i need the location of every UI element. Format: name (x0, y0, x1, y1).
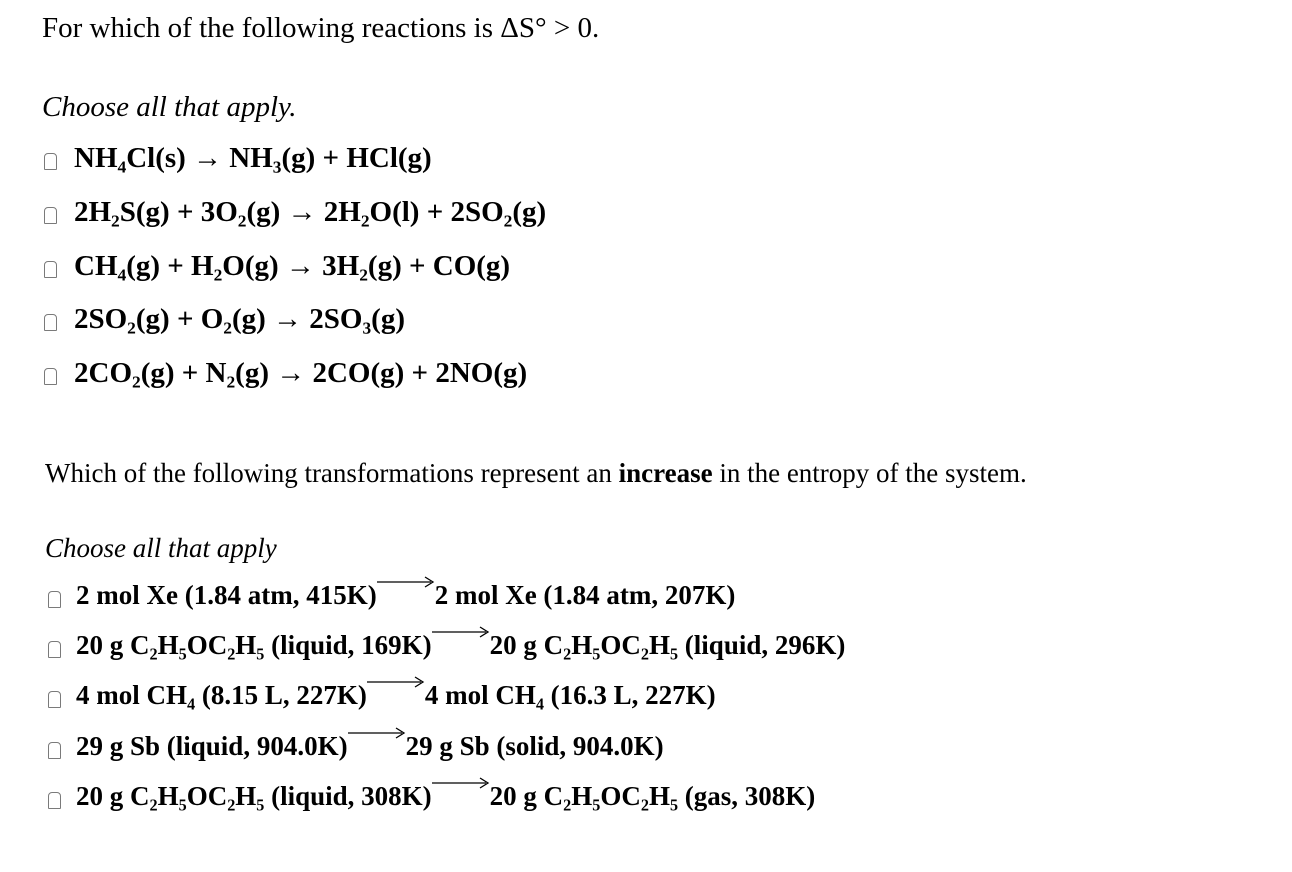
checkbox[interactable] (48, 641, 61, 658)
arrow-icon (348, 729, 406, 756)
transformation-option-3[interactable] (76, 678, 716, 712)
initial-state: 2 mol Xe (1.84 atm, 415K) (76, 580, 377, 610)
transformation-option-5[interactable] (76, 779, 815, 813)
question-1-instruction: Choose all that apply. (42, 91, 297, 123)
checkbox[interactable] (44, 153, 57, 170)
arrow-icon (432, 628, 490, 655)
checkbox[interactable] (44, 207, 57, 224)
transformation-option-4[interactable] (76, 729, 664, 763)
initial-state: 20 g C₂H₅OC₂H₅ (liquid, 308K) (76, 781, 432, 811)
arrow-icon (432, 779, 490, 806)
final-state: 2 mol Xe (1.84 atm, 207K) (434, 580, 736, 610)
reaction-option-2[interactable] (74, 194, 546, 230)
reaction-label: 2H₂S(g) + 3O₂(g) → 2H₂O(l) + 2SO₂(g) (74, 196, 547, 228)
checkbox[interactable] (48, 591, 61, 608)
final-state: 20 g C₂H₅OC₂H₅ (gas, 308K) (489, 781, 816, 811)
question-2-instruction: Choose all that apply (45, 533, 277, 563)
initial-state: 20 g C₂H₅OC₂H₅ (liquid, 169K) (76, 630, 432, 660)
final-state: 4 mol CH₄ (16.3 L, 227K) (424, 680, 716, 710)
transformation-option-2[interactable] (76, 628, 845, 662)
reaction-label: CH₄(g) + H₂O(g) → 3H₂(g) + CO(g) (74, 250, 511, 282)
reaction-option-3[interactable] (74, 248, 510, 284)
checkbox[interactable] (44, 314, 57, 331)
reaction-option-4[interactable] (74, 301, 405, 337)
reaction-label: NH₄Cl(s) → NH₃(g) + HCl(g) (74, 142, 432, 174)
final-state: 20 g C₂H₅OC₂H₅ (liquid, 296K) (489, 630, 846, 660)
arrow-icon (367, 678, 425, 705)
prompt-text-end: in the entropy of the system. (712, 458, 1027, 488)
question-2-prompt (45, 456, 1027, 490)
reaction-option-1[interactable] (74, 140, 432, 176)
prompt-text: Which of the following transformations represent an (45, 458, 619, 488)
reaction-label: 2SO₂(g) + O₂(g) → 2SO₃(g) (74, 303, 405, 335)
question-1-prompt: For which of the following reactions is ΔS° > 0. (42, 12, 600, 44)
transformation-option-1[interactable] (76, 578, 735, 612)
initial-state: 4 mol CH₄ (8.15 L, 227K) (76, 680, 367, 710)
prompt-emphasis: increase (618, 458, 713, 488)
arrow-icon (377, 578, 435, 605)
checkbox[interactable] (44, 368, 57, 385)
final-state: 29 g Sb (solid, 904.0K) (405, 731, 664, 761)
checkbox[interactable] (44, 261, 57, 278)
reaction-label: 2CO₂(g) + N₂(g) → 2CO(g) + 2NO(g) (74, 357, 528, 389)
checkbox[interactable] (48, 691, 61, 708)
checkbox[interactable] (48, 792, 61, 809)
reaction-option-5[interactable] (74, 355, 527, 391)
initial-state: 29 g Sb (liquid, 904.0K) (76, 731, 348, 761)
checkbox[interactable] (48, 742, 61, 759)
